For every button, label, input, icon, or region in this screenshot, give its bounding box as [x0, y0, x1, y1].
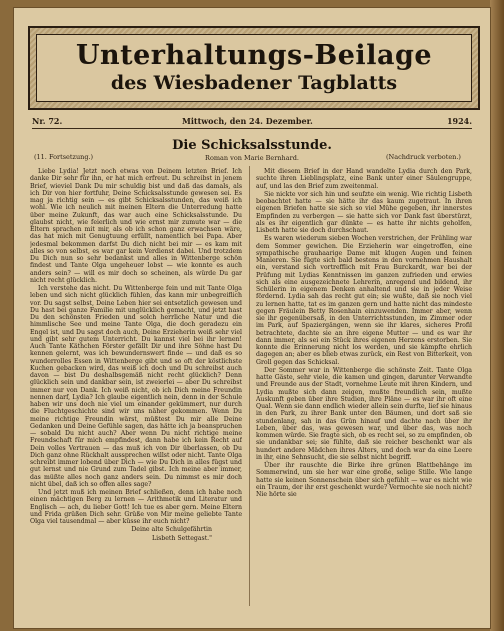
right-column	[256, 168, 472, 620]
column-divider	[249, 166, 250, 606]
right-paragraph: Sie nickte vor sich hin und seufzte ein wenig. Wie richtig Lisbeth beobachtet hatte — sie hätte ihr das kaum zugetraut. In ihren eigenen Briefen hatte sie sich so viel Mühe gegeben, ihr innerstes Empfinden zu verbergen — sie hatte sich vor Dank fast überstürzt, als es ihr eigentlich gar dünkte — es hatte ihr nichts geholfen, Lisbeth hatte sie doch durchschaut.	[256, 190, 472, 234]
left-paragraph: Und jetzt muß ich meinen Brief schließen, denn ich habe noch einen mächtigen Berg zu lernen — Arithmetik und Literatur und Englisch — ach, du lieber Gott! Ich tue es aber gern. Meine Eltern und Frida grüßen Dich sehr. Grüße von Mir meine geliebte Tante Olga viel tausendmal — aber küsse ihr euch nicht?	[30, 489, 242, 525]
issue-year: 1924.	[446, 116, 472, 126]
right-paragraph: Mit diesem Brief in der Hand wandelte Lydia durch den Park, suchte ihren Lieblingsplatz, eine Bank unter einer Säulengruppe, auf, und las den Brief zum zweitenmal.	[256, 168, 472, 190]
issue-date: Mittwoch, den 24. Dezember.	[182, 116, 313, 126]
masthead-title: Unterhaltungs-Beilage	[75, 40, 432, 71]
right-paragraph: Über ihr rauschte die Birke ihre grünen Blattbehänge im Sommerwind, um sie her war eine große, selige Stille. Wie lange hatte sie keinen Sonnenschein über sich gefühlt — war es nicht wie ein Traum, der ihr erst geschenkt wurde? Vermochte sie noch nicht? Nie hörte sie	[256, 462, 472, 498]
page-edge	[490, 0, 504, 631]
left-paragraph: Liebe Lydia! Jetzt noch etwas von Deinem letzten Brief. Ich danke Dir sehr für ihn, er hat mich erfreut. Du schreibst in jenem Brief, wieviel Dank Du mir schuldig bist und daß das damals, als ich Dir von hier fortfuhr, Deine Schicksalsstunde gewesen sei. Es mag ja richtig sein — es gibt Schicksalsstunden, das weiß ich wohl. Wie ich neulich mit meinen Eltern die Unterredung hatte über meine Zukunft, das war auch eine Schicksalsstunde. Du glaubst nicht, wie feierlich und wie ernst mir zumute war — die Eltern sprachen mit mir, als ob ich schon ganz erwachsen wäre, das hat mich mit Genugtuung erfüllt, namentlich bei Papa. Aber jedesmal bekommen darfst Du dich nicht bei mir — es kam mit alles so von selbst, es war gar kein Verdienst dabei. Und trotzdem Du Dich nun so sehr bedankst und alles in Wittenberge schön findest und Tante Olga ungeheuer lobst — wie konnte es auch anders sein? — will es mir doch so scheinen, als würde Du gar nicht recht glücklich.	[30, 168, 242, 284]
right-paragraph: Der Sommer war in Wittenberge die schönste Zeit. Tante Olga hatte Gäste, sehr viele, die kamen und gingen, darunter Verwandte und Freunde aus der Stadt, vornehme Leute mit ihren Kindern, und Lydia mußte sich dann zeigen, mußte freundlich sein, mußte Auskunft geben über ihre Studien, ihre Pläne — es war ihr oft eine Qual. Wenn sie dann endlich wieder allein sein durfte, lief sie hinaus in den Park, zu ihrer Bank unter den Bäumen, und dort saß sie stundenlang, sah in das Grün hinauf und dachte nach über ihr Leben, über das, was gewesen war, und über das, was noch kommen würde. Sie fragte sich, ob es recht sei, so zu empfinden, ob sie undankbar sei; sie fühlte, daß sie reicher beschenkt war als hundert andere Mädchen ihres Alters, und doch war da eine Leere in ihr, eine Sehnsucht, die sie selbst nicht begriff.	[256, 366, 472, 461]
left-paragraph: Ich verstehe das nicht. Du Wittenberge fein und mit Tante Olga leben und sich nicht glücklich fühlen, das kann mir unbegreiflich vor. Du sagst selbst, Deine Leben hier sei entsetzlich gewesen und Du hast bei ganze Familie mit unglücklich gemacht, und jetzt hast Du den schönsten Frieden und solch herrliche Natur und die himmlische See und meine Tante Olga, die doch geradezu ein Engel ist, und Du sagst doch auch, Deine Erzieherin weiß sehr viel und gibt sehr gutem Unterricht. Du kannst viel bei ihr lernen! Auch Tante Käthchen Förster gefällt Dir und ihre Söhne hast Du kennen gelernt, was ich bewundernswert finde — und daß es so wunderrolles Essen in Wittenberge gibt und so oft der köstlichste Kuchen gebacken wird, das weiß ich doch und Du schreibst auch davon — bist Du deshalbsgemäß nicht recht glücklich? Denn glücklich sein und dankbar sein, ist zweierlei — aber Du schreibst immer nur von Dank. Ich weiß nicht, ob ich Dich meine Freundin nennen darf, Lydia? Ich glaube eigentlich nein, denn in der Schule haben wir uns doch nie viel um einander gekümmert, nur durch die Fluchtgeschichte sind wir uns näher gekommen. Wenn Du meine richtige Freundin wärst, müßtest Du mir alle Deine Gedanken und Deine Gefühle sagen, das hätte ich ja beanspruchen — sobald Du nicht auch? Aber wenn Du nicht richtige meine Freundschaft für mich empfindest, dann habe ich kein Recht auf Dein volles Vertrauen — das muß ich von Dir überlassen, ob Du Dich ganz ohne Rückhalt aussprechen willst oder nicht. Tante Olga schreibt immer lobend über Dich — wie Du Dich in alles fügst und gut lernst und nie Grund zum Tadel gibst. Ich meine aber immer, das müßte alles noch ganz anders sein. Du nimmst es mir doch nicht übel, daß ich so offen alles sage?	[30, 285, 242, 488]
dateline	[32, 114, 472, 129]
issue-number: Nr. 72.	[32, 116, 63, 126]
masthead-subtitle: des Wiesbadener Tagblatts	[110, 72, 398, 94]
story-author: Roman von Marie Bernhard.	[205, 154, 299, 162]
right-paragraph: Es waren wiederum sieben Wochen verstrichen, der Frühling war dem Sommer gewichen. Die Erzieherin war eingetroffen, eine sympathische grauhaarige Dame mit klugen Augen und feinen Manieren. Sie fügte sich bald bestens in den vornehmen Haushalt ein, verstand sich vortrefflich mit Frau Burckardt, war bei der Prüfung mit Lydias Kenntnissen im ganzen zufrieden und erwies sich als eine ausgezeichnete Lehrerin, anregend und bildend, ihr Schülerin in eigenem Denken anhaltend und sie in jeder Weise fördernd. Lydia sah das recht gut ein; sie wußte, daß sie noch viel zu lernen hatte, tat es im ganzen gern und hatte nicht das mindeste gegen Fräulein Betty Rosenhain einzuwenden. Immer aber, wenn sie ihr gegenübersaß, in den Unterrichtsstunden, im Zimmer oder im Park, auf Spaziergängen, wenn sie ihr klares, sicheres Profil betrachtete, dachte sie an ihre eigene Mutter — und es war ihr dann immer, als sei ein Stück ihres eigenen Herzens erstorben. Sie konnte die Erinnerung nicht los werden, und sie kämpfte ehrlich dagegen an; aber es blieb etwas zurück, ein Rest von Bitterkeit, von Groll gegen das Schicksal.	[256, 235, 472, 366]
letter-signature: Lisbeth Settegast."	[152, 534, 212, 542]
masthead-frame	[36, 34, 472, 102]
newspaper-page	[14, 8, 490, 628]
continuation-note: (11. Fortsetzung.)	[34, 153, 94, 161]
masthead	[28, 26, 480, 110]
reprint-notice: (Nachdruck verboten.)	[386, 153, 461, 161]
letter-closing: Deine alte Schulgefährtin	[131, 526, 212, 534]
story-title: Die Schicksalsstunde.	[172, 138, 332, 153]
left-column	[30, 168, 242, 620]
